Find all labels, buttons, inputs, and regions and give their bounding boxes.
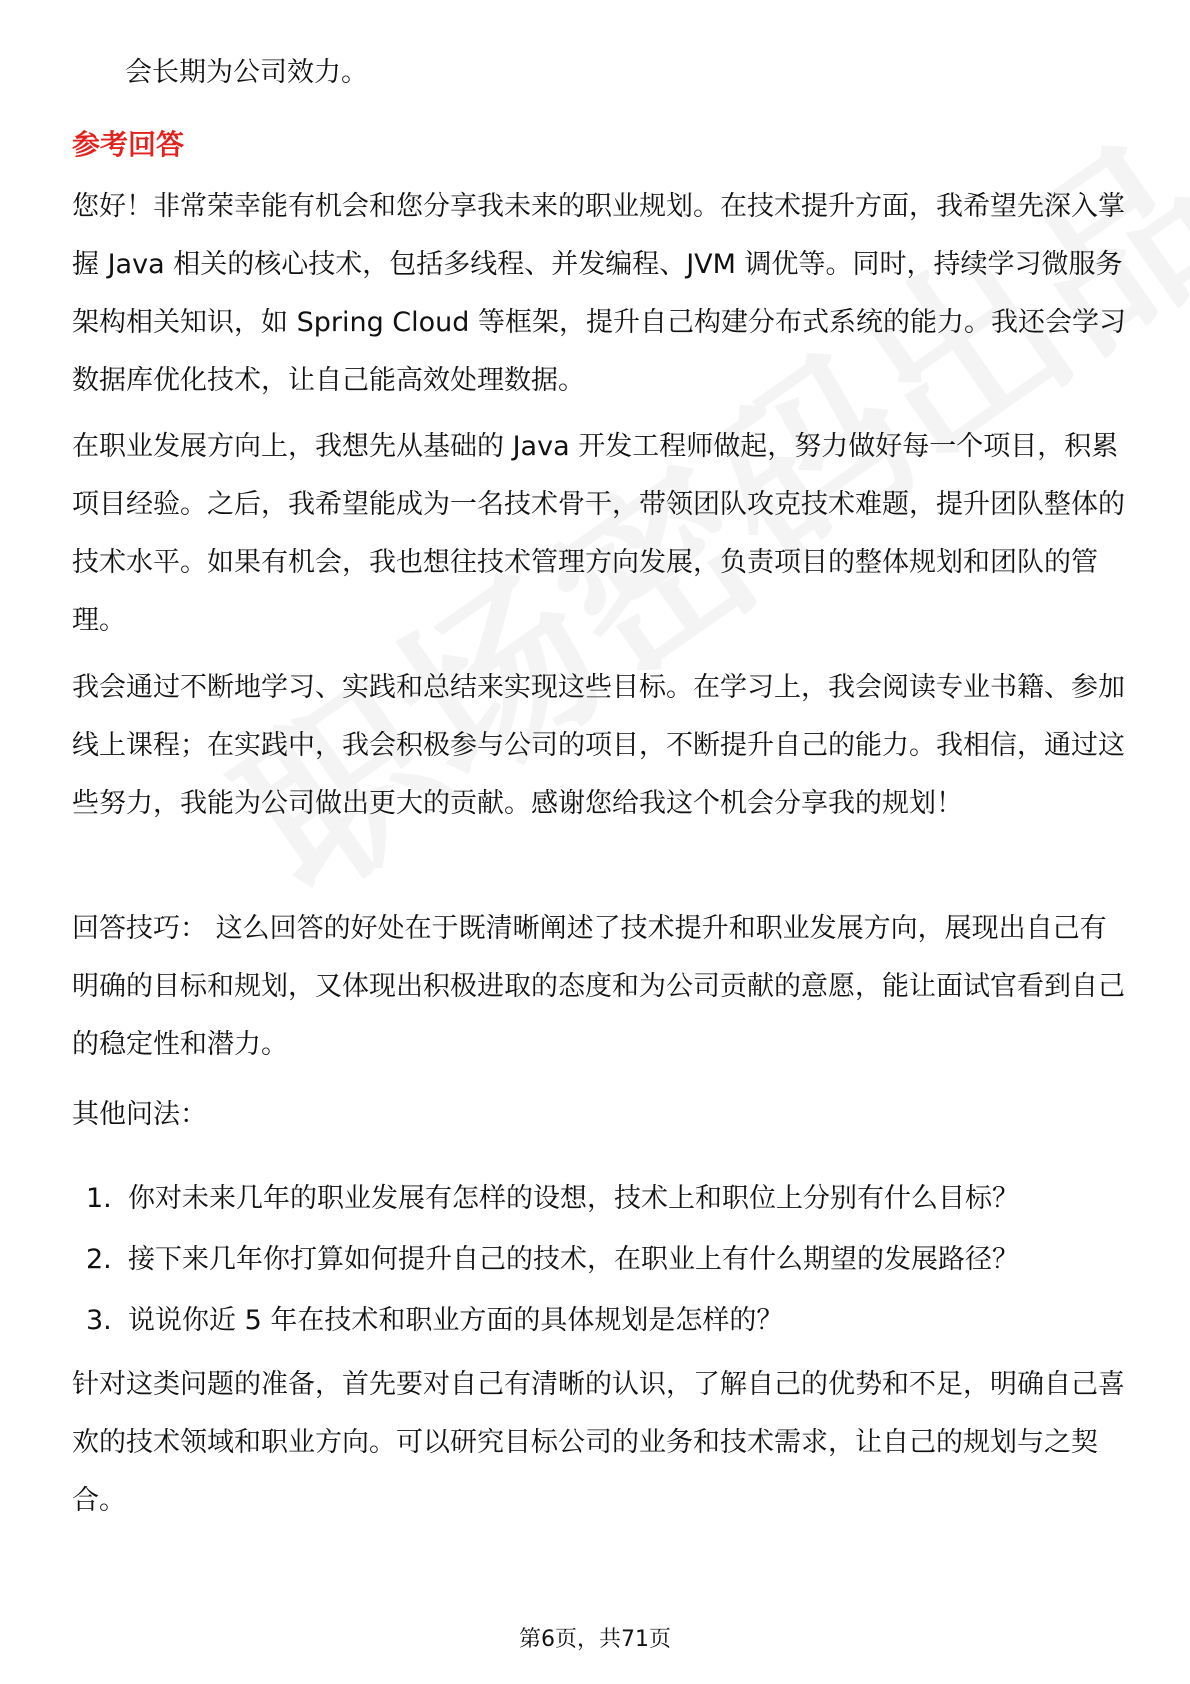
list-number: 1. <box>86 1183 112 1214</box>
tips-paragraph: 回答技巧： 这么回答的好处在于既清晰阐述了技术提升和职业发展方向，展现出自己有明确的目标和规划，又体现出积极进取的态度和为公司贡献的意愿，能让面试官看到自己的稳定性和潜力。 <box>72 913 1125 1060</box>
list-item <box>72 1229 1132 1290</box>
list-item <box>72 1168 1132 1229</box>
section-heading: 参考回答 <box>72 128 185 161</box>
other-questions-label: 其他问法： <box>72 1099 207 1130</box>
other-questions-list <box>72 1168 1132 1351</box>
list-item-text: 接下来几年你打算如何提升自己的技术，在职业上有什么期望的发展路径？ <box>128 1244 1019 1275</box>
page-number: 第6页，共71页 <box>519 1627 671 1652</box>
list-item-text: 你对未来几年的职业发展有怎样的设想，技术上和职位上分别有什么目标？ <box>128 1183 1019 1214</box>
preparation-paragraph: 针对这类问题的准备，首先要对自己有清晰的认识，了解自己的优势和不足，明确自己喜欢的技术领域和职业方向。可以研究目标公司的业务和技术需求，让自己的规划与之契合。 <box>72 1369 1125 1516</box>
list-number: 3. <box>86 1305 112 1336</box>
continuation-text: 会长期为公司效力。 <box>125 57 368 88</box>
list-item-text: 说说你近 5 年在技术和职业方面的具体规划是怎样的？ <box>128 1305 784 1336</box>
list-item <box>72 1290 1132 1351</box>
answer-paragraph-1: 您好！非常荣幸能有机会和您分享我未来的职业规划。在技术提升方面，我希望先深入掌握 Java 相关的核心技术，包括多线程、并发编程、JVM 调优等。同时，持续学习微服务架构相关知识，如 Spring Cloud 等框架，提升自己构建分布式系统的能力。我还会学习数据库优化技术，让自己能高效处理数据。 <box>72 191 1127 396</box>
answer-paragraph-3: 我会通过不断地学习、实践和总结来实现这些目标。在学习上，我会阅读专业书籍、参加线上课程；在实践中，我会积极参与公司的项目，不断提升自己的能力。我相信，通过这些努力，我能为公司做出更大的贡献。感谢您给我这个机会分享我的规划！ <box>72 672 1125 819</box>
list-number: 2. <box>86 1244 112 1275</box>
answer-paragraph-2: 在职业发展方向上，我想先从基础的 Java 开发工程师做起，努力做好每一个项目，积累项目经验。之后，我希望能成为一名技术骨干，带领团队攻克技术难题，提升团队整体的技术水平。如果有机会，我也想往技术管理方向发展，负责项目的整体规划和团队的管理。 <box>72 431 1125 636</box>
